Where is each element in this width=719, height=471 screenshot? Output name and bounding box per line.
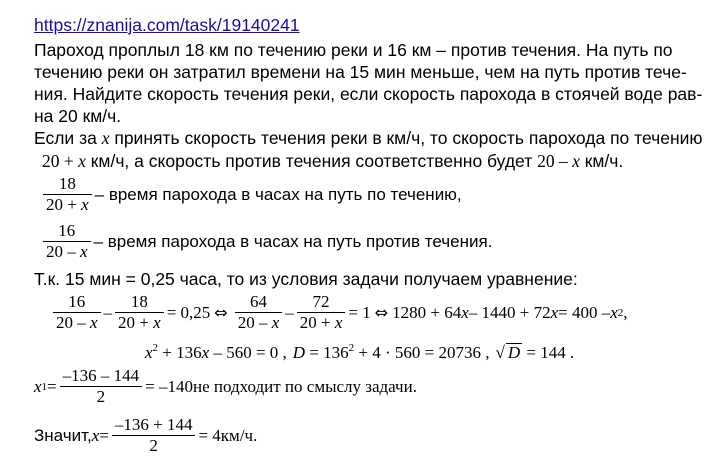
task-line-2: течению реки он затратил времени на 15 мин меньше, чем на путь против тече- bbox=[34, 62, 687, 82]
equation-1: $\frac{16}{20 - x}$ – $\frac{18}{20 + x}$ = 0,25 ⇔ $\frac{64}{20 - x}$ – $\frac{72}{20 + x}$ = 1 ⇔ 1280 + 64 x – 1440 + 72 x = 400 – x 2 , bbox=[50, 292, 628, 333]
source-link-line bbox=[34, 14, 300, 36]
fraction-18-over-20-plus-x: $\frac{18}{20 + x}$ bbox=[43, 174, 92, 215]
fraction-72-over-20-plus-x: $\frac{72}{20 + x}$ bbox=[297, 292, 346, 333]
source-link[interactable]: https://znanija.com/task/19140241 bbox=[34, 15, 300, 35]
fraction-final: $\frac{-136 + 144}{2}$ bbox=[112, 415, 196, 456]
fraction-64-over-20-minus-x: $\frac{64}{20 - x}$ bbox=[235, 292, 283, 333]
fraction-16-over-20-minus-x-eq: $\frac{16}{20 - x}$ bbox=[53, 292, 101, 333]
solution-line-1: Если за x принять скорость течения реки в км/ч, то скорость парохода по течению bbox=[34, 128, 703, 148]
sqrt-icon: √ bbox=[495, 343, 505, 362]
time-downstream-line: $\frac{18}{20 + x}$ – время парохода в часах на путь по течению, bbox=[40, 174, 462, 215]
task-line-3: ния. Найдите скорость течения реки, если скорость парохода в стоячей воде рав- bbox=[34, 84, 703, 104]
equation-2: $x^2 + 136x - 560 = 0$ , $D = 136^2 + 4 \cdot 560 = 20736$ , √ D = 144 . bbox=[145, 342, 575, 362]
task-line-4: на 20 км/ч. bbox=[34, 106, 122, 126]
equivalence-arrow-icon: ⇔ bbox=[374, 303, 389, 322]
condition-line: Т.к. 15 мин = 0,25 часа, то из условия задачи получаем уравнение: bbox=[34, 269, 578, 289]
solution-line-2: 20 + x км/ч, а скорость против течения соответственно будет 20 – x км/ч. bbox=[42, 151, 624, 171]
time-upstream-line: $\frac{16}{20 - x}$ – время парохода в часах на путь против течения. bbox=[40, 221, 492, 262]
equivalence-arrow-icon: ⇔ bbox=[214, 303, 228, 322]
task-line-1: Пароход проплыл 18 км по течению реки и 16 км – против течения. На путь по bbox=[34, 40, 673, 60]
fraction-x1: $\frac{-136 - 144}{2}$ bbox=[60, 366, 143, 407]
fraction-16-over-20-minus-x: $\frac{16}{20 - x}$ bbox=[43, 221, 91, 262]
final-answer-line: Значит, x = $\frac{-136 + 144}{2}$ = 4 км/ч. bbox=[34, 415, 258, 455]
fraction-18-over-20-plus-x-eq: $\frac{18}{20 + x}$ bbox=[115, 292, 164, 333]
root-x1-line: x 1 = $\frac{-136 - 144}{2}$ = –140 не подходит по смыслу задачи. bbox=[34, 366, 417, 406]
